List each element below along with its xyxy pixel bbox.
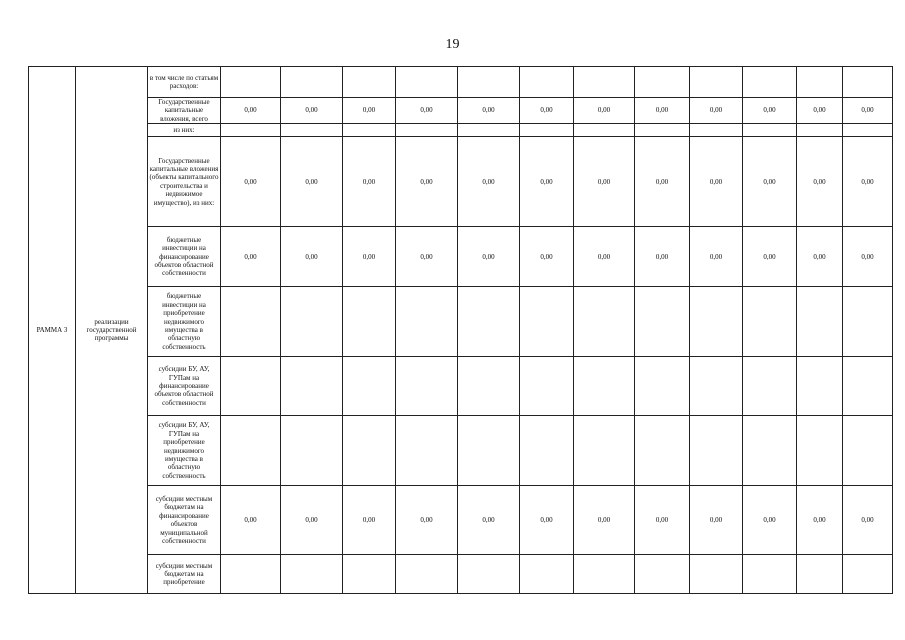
value-cell: 0,00 <box>343 137 396 227</box>
value-cell <box>743 357 797 416</box>
value-cell <box>343 124 396 137</box>
value-cell: 0,00 <box>574 227 635 287</box>
value-cell: 0,00 <box>843 98 893 124</box>
value-cell: 0,00 <box>843 137 893 227</box>
value-cell: 0,00 <box>797 227 843 287</box>
budget-table <box>28 66 893 594</box>
row-label-cell: субсидии местным бюджетам на финансирование объектов муниципальной собственности <box>148 486 221 555</box>
row-label-cell: субсидии местным бюджетам на приобретение <box>148 555 221 594</box>
value-cell <box>843 67 893 98</box>
value-cell: 0,00 <box>635 486 690 555</box>
table-row <box>29 227 893 287</box>
value-cell <box>221 416 281 486</box>
table-row <box>29 357 893 416</box>
value-cell <box>574 555 635 594</box>
value-cell <box>690 67 743 98</box>
value-cell: 0,00 <box>797 137 843 227</box>
value-cell: 0,00 <box>343 227 396 287</box>
value-cell <box>458 287 520 357</box>
value-cell <box>520 555 574 594</box>
value-cell: 0,00 <box>690 137 743 227</box>
table-row <box>29 555 893 594</box>
value-cell <box>396 555 458 594</box>
value-cell: 0,00 <box>281 137 343 227</box>
value-cell <box>797 124 843 137</box>
value-cell <box>574 67 635 98</box>
value-cell <box>281 124 343 137</box>
value-cell: 0,00 <box>281 486 343 555</box>
value-cell: 0,00 <box>574 486 635 555</box>
value-cell: 0,00 <box>743 98 797 124</box>
value-cell <box>690 287 743 357</box>
value-cell: 0,00 <box>221 98 281 124</box>
value-cell: 0,00 <box>343 98 396 124</box>
value-cell: 0,00 <box>458 98 520 124</box>
value-cell <box>343 416 396 486</box>
value-cell <box>635 287 690 357</box>
value-cell <box>574 357 635 416</box>
value-cell: 0,00 <box>221 137 281 227</box>
value-cell: 0,00 <box>797 98 843 124</box>
value-cell <box>574 287 635 357</box>
row-label-cell: бюджетные инвестиции на финансирование объектов областной собственности <box>148 227 221 287</box>
value-cell <box>574 416 635 486</box>
value-cell: 0,00 <box>520 486 574 555</box>
value-cell <box>635 416 690 486</box>
value-cell <box>797 357 843 416</box>
table-row <box>29 287 893 357</box>
value-cell <box>635 357 690 416</box>
value-cell <box>396 124 458 137</box>
value-cell: 0,00 <box>635 227 690 287</box>
value-cell <box>843 124 893 137</box>
value-cell <box>281 357 343 416</box>
value-cell: 0,00 <box>221 486 281 555</box>
row-label-cell: Государственные капитальные вложения (объекты капитального строительства и недвижимое имущество), из них: <box>148 137 221 227</box>
value-cell <box>690 416 743 486</box>
value-cell <box>221 357 281 416</box>
value-cell <box>458 555 520 594</box>
value-cell <box>635 555 690 594</box>
value-cell: 0,00 <box>635 98 690 124</box>
value-cell <box>843 555 893 594</box>
value-cell <box>221 287 281 357</box>
value-cell <box>458 357 520 416</box>
row-label-cell: бюджетные инвестиции на приобретение недвижимого имущества в областную собственность <box>148 287 221 357</box>
value-cell <box>797 287 843 357</box>
value-cell <box>690 357 743 416</box>
program-name-cell: реализации государственной программы <box>76 67 148 594</box>
value-cell: 0,00 <box>396 227 458 287</box>
value-cell <box>743 416 797 486</box>
value-cell: 0,00 <box>690 98 743 124</box>
value-cell <box>343 555 396 594</box>
value-cell <box>520 124 574 137</box>
table-row <box>29 416 893 486</box>
value-cell <box>343 287 396 357</box>
value-cell: 0,00 <box>520 137 574 227</box>
value-cell: 0,00 <box>458 227 520 287</box>
value-cell: 0,00 <box>281 98 343 124</box>
table-row <box>29 137 893 227</box>
value-cell <box>520 357 574 416</box>
value-cell <box>396 416 458 486</box>
value-cell <box>743 555 797 594</box>
value-cell: 0,00 <box>690 486 743 555</box>
value-cell: 0,00 <box>574 137 635 227</box>
value-cell <box>574 124 635 137</box>
program-label-cell: РАММА 3 <box>29 67 76 594</box>
value-cell: 0,00 <box>743 486 797 555</box>
value-cell <box>797 555 843 594</box>
value-cell <box>520 287 574 357</box>
value-cell <box>343 67 396 98</box>
value-cell <box>221 555 281 594</box>
value-cell <box>458 67 520 98</box>
value-cell <box>281 416 343 486</box>
value-cell <box>520 67 574 98</box>
row-label-cell: субсидии БУ, АУ, ГУПам на приобретение недвижимого имущества в областную собственность <box>148 416 221 486</box>
value-cell: 0,00 <box>458 137 520 227</box>
value-cell: 0,00 <box>221 227 281 287</box>
value-cell <box>520 416 574 486</box>
value-cell <box>281 287 343 357</box>
value-cell <box>743 67 797 98</box>
page-number: 19 <box>445 37 460 52</box>
value-cell: 0,00 <box>458 486 520 555</box>
row-label-cell: субсидии БУ, АУ, ГУПам на финансирование объектов областной собственности <box>148 357 221 416</box>
table-body <box>29 67 893 594</box>
value-cell <box>396 357 458 416</box>
value-cell <box>690 124 743 137</box>
value-cell: 0,00 <box>635 137 690 227</box>
value-cell <box>843 287 893 357</box>
row-label-cell: Государственные капитальные вложения, всего <box>148 98 221 124</box>
row-label-cell: из них: <box>148 124 221 137</box>
table-row <box>29 67 893 98</box>
value-cell <box>690 555 743 594</box>
value-cell <box>743 287 797 357</box>
value-cell: 0,00 <box>743 227 797 287</box>
value-cell <box>743 124 797 137</box>
value-cell: 0,00 <box>690 227 743 287</box>
row-label-cell: в том числе по статьям расходов: <box>148 67 221 98</box>
value-cell: 0,00 <box>574 98 635 124</box>
value-cell <box>396 287 458 357</box>
value-cell: 0,00 <box>343 486 396 555</box>
value-cell: 0,00 <box>396 98 458 124</box>
value-cell: 0,00 <box>396 486 458 555</box>
value-cell <box>797 416 843 486</box>
value-cell <box>343 357 396 416</box>
value-cell <box>843 357 893 416</box>
value-cell: 0,00 <box>396 137 458 227</box>
value-cell <box>635 124 690 137</box>
value-cell: 0,00 <box>281 227 343 287</box>
value-cell <box>221 124 281 137</box>
value-cell: 0,00 <box>843 486 893 555</box>
value-cell <box>843 416 893 486</box>
value-cell <box>635 67 690 98</box>
value-cell: 0,00 <box>797 486 843 555</box>
value-cell <box>221 67 281 98</box>
value-cell <box>458 416 520 486</box>
table-row <box>29 98 893 124</box>
value-cell: 0,00 <box>520 98 574 124</box>
value-cell <box>458 124 520 137</box>
value-cell <box>281 555 343 594</box>
value-cell: 0,00 <box>743 137 797 227</box>
value-cell: 0,00 <box>843 227 893 287</box>
value-cell <box>281 67 343 98</box>
value-cell <box>396 67 458 98</box>
table-row <box>29 124 893 137</box>
table-row <box>29 486 893 555</box>
value-cell: 0,00 <box>520 227 574 287</box>
value-cell <box>797 67 843 98</box>
